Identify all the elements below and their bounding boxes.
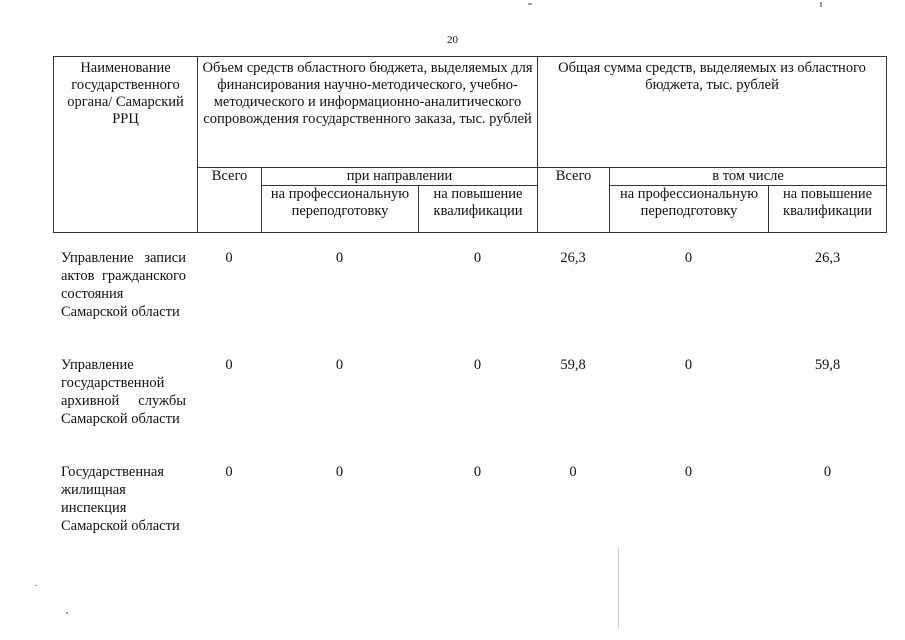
header-budget-volume: Объем средств областного бюджета, выделяемых для финансирования научно-методического, учебно-методического и информационно-аналитического сопровождения государственного заказа, тыс. рублей: [198, 57, 538, 168]
header-budget-retraining: на профессиональную переподготовку: [262, 186, 419, 233]
sum-total-value: 0: [569, 464, 577, 480]
budget-retraining-value: 0: [335, 250, 344, 266]
organization-name: Управление государственной архивной службы Самарской области: [61, 357, 186, 427]
header-total-sum: Общая сумма средств, выделяемых из областного бюджета, тыс. рублей: [538, 57, 887, 168]
header-sum-qualification: на повышение квалификации: [769, 186, 887, 233]
budget-total-value: 0: [225, 250, 233, 266]
scan-speck: [820, 2, 822, 7]
budget-total-value: 0: [225, 357, 233, 373]
sum-qualification-value: 26,3: [814, 250, 841, 266]
budget-retraining-value: 0: [335, 357, 344, 373]
budget-qualification-value: 0: [473, 357, 482, 373]
scan-speck: [618, 548, 619, 628]
header-sum-total: Всего: [538, 168, 610, 233]
budget-retraining-value: 0: [335, 464, 344, 480]
organization-name: Государственная жилищная инспекция Самарской области: [61, 464, 180, 534]
header-sum-retraining: на профессиональную переподготовку: [610, 186, 769, 233]
budget-qualification-value: 0: [473, 464, 482, 480]
sum-retraining-value: 0: [684, 464, 693, 480]
sum-retraining-value: 0: [684, 357, 693, 373]
header-organization: Наименование государственного органа/ Самарский РРЦ: [54, 57, 198, 233]
scan-speck: [66, 612, 68, 614]
sum-total-value: 26,3: [560, 250, 586, 266]
header-by-direction: при направлении: [262, 168, 538, 186]
sum-qualification-value: 0: [823, 464, 832, 480]
budget-total-value: 0: [225, 464, 233, 480]
header-budget-total: Всего: [198, 168, 262, 233]
header-including: в том числе: [610, 168, 887, 186]
sum-qualification-value: 59,8: [814, 357, 841, 373]
budget-qualification-value: 0: [473, 250, 482, 266]
header-budget-qualification: на повышение квалификации: [419, 186, 538, 233]
table-header: [53, 56, 887, 233]
sum-retraining-value: 0: [684, 250, 693, 266]
scan-speck: [35, 585, 37, 586]
page-number: 20: [447, 34, 458, 46]
organization-name: Управление записи актов гражданского состояния Самарской области: [61, 250, 186, 320]
scan-speck: [528, 3, 532, 5]
sum-total-value: 59,8: [560, 357, 586, 373]
